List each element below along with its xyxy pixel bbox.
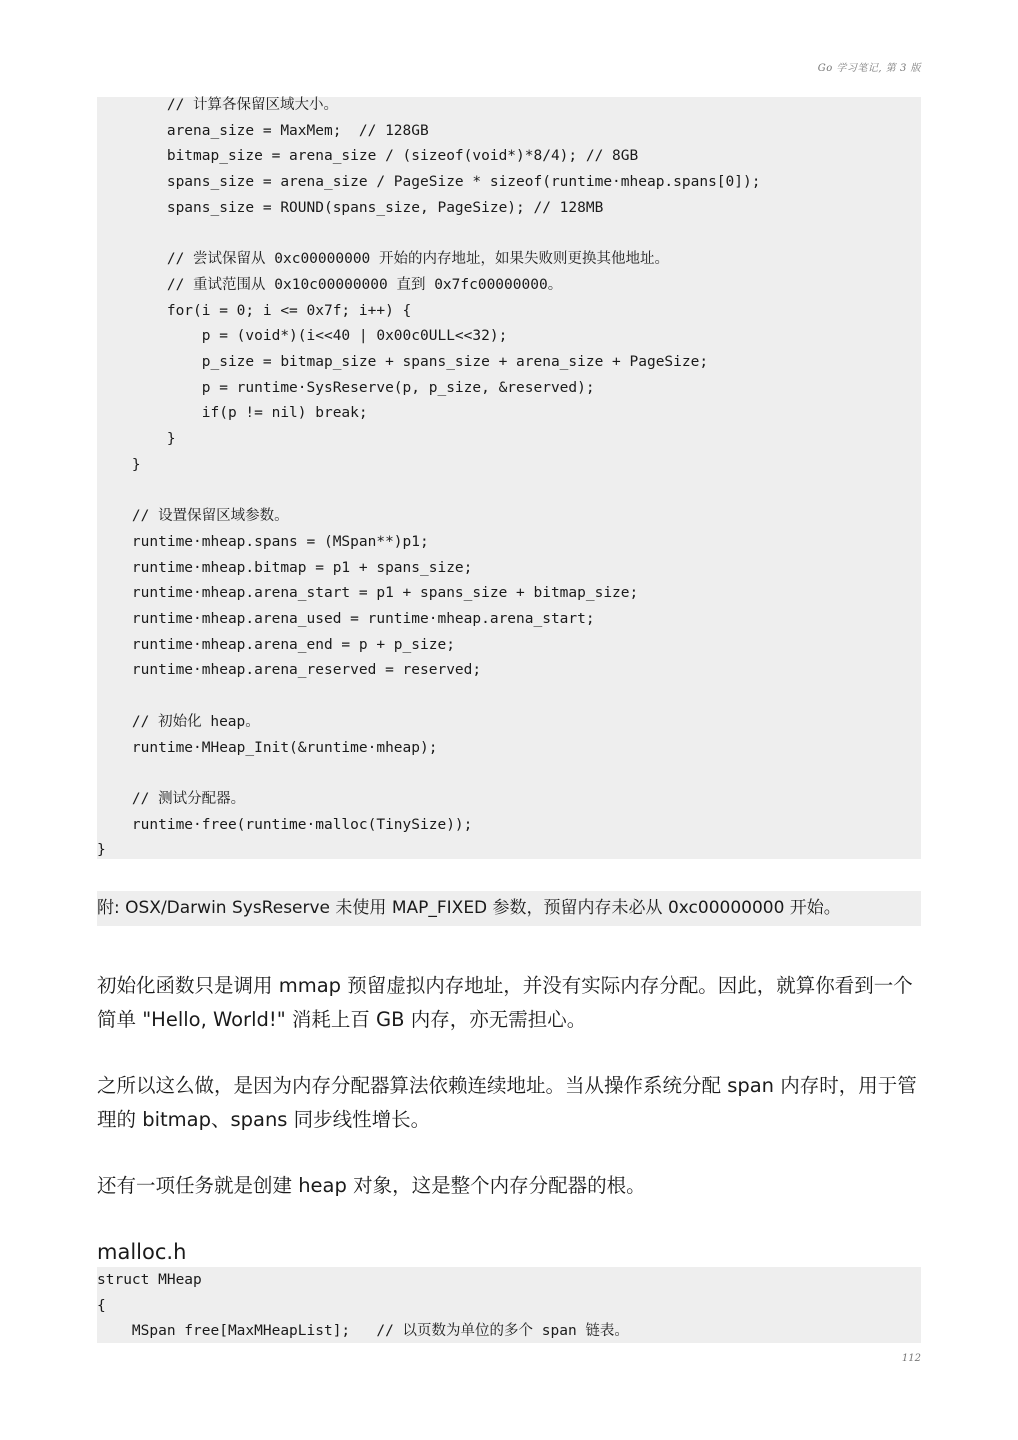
code-block bbox=[97, 97, 921, 859]
body-paragraph: 初始化函数只是调用 mmap 预留虚拟内存地址，并没有实际内存分配。因此，就算你看到一个简单 "Hello, World!" 消耗上百 GB 内存，亦无需担心。 bbox=[97, 974, 913, 1031]
body-paragraph: 还有一项任务就是创建 heap 对象，这是整个内存分配器的根。 bbox=[97, 1174, 646, 1197]
page-number: 112 bbox=[901, 1353, 921, 1364]
body-paragraph: 之所以这么做，是因为内存分配器算法依赖连续地址。当从操作系统分配 span 内存时，用于管理的 bitmap、spans 同步线性增长。 bbox=[97, 1074, 917, 1131]
file-name-heading: malloc.h bbox=[97, 1240, 187, 1264]
code-text: // 计算各保留区域大小。 arena_size = MaxMem; // 128GB bitmap_size = arena_size / (sizeof(void*)*8/4); // 8GB spans_size = arena_size / PageSize * sizeof(runtime·mheap.spans[0]); spans_size = ROUND(spans_size, PageSize); // 128MB // 尝试保留从 0xc00000000 开始的内存地址，如果失败则更换其他地址。 // 重试范围从 0x10c00000000 直到 0x7fc00000000。 for(i = 0; i <= 0x7f; i++) { p = (void*)(i<<40 | 0x00c0ULL<<32); p_size = bitmap_size + spans_size + arena_size + PageSize; p = runtime·SysReserve(p, p_size, &reserved); if(p != nil) break; } } // 设置保留区域参数。 runtime·mheap.spans = (MSpan**)p1; runtime·mheap.bitmap = p1 + spans_size; runtime·mheap.arena_start = p1 + spans_size + bitmap_size; runtime·mheap.arena_used = runtime·mheap.arena_start; runtime·mheap.arena_end = p + p_size; runtime·mheap.arena_reserved = reserved; // 初始化 heap。 runtime·MHeap_Init(&runtime·mheap); // 测试分配器。 runtime·free(runtime·malloc(TinySize)); } bbox=[97, 97, 761, 859]
running-header: Go 学习笔记, 第 3 版 bbox=[817, 63, 921, 74]
note-box: 附: OSX/Darwin SysReserve 未使用 MAP_FIXED 参数，预留内存未必从 0xc00000000 开始。 bbox=[97, 891, 921, 926]
code-block bbox=[97, 1267, 921, 1343]
code-text: struct MHeap { MSpan free[MaxMHeapList]; // 以页数为单位的多个 span 链表。 bbox=[97, 1272, 629, 1340]
